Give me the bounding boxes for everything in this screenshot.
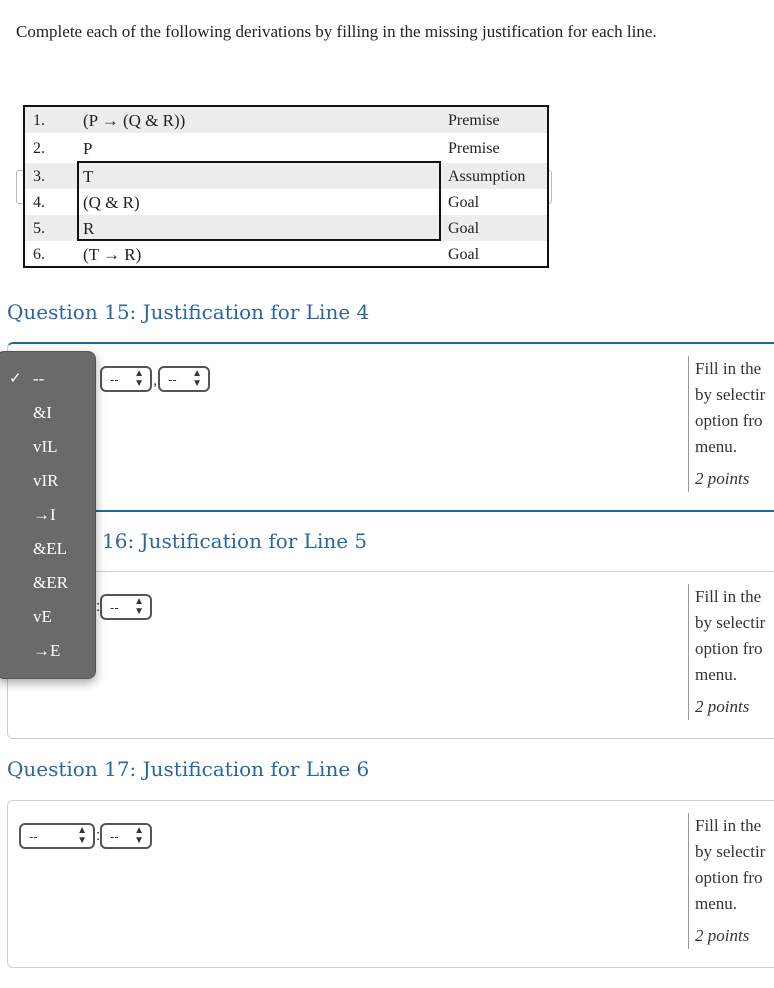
derivation-row bbox=[25, 107, 547, 133]
derivation-row bbox=[25, 163, 547, 189]
checkmark-icon: ✓ bbox=[9, 371, 22, 387]
justification: Premise bbox=[448, 140, 500, 157]
select-arrows-icon: ▲ ▼ bbox=[192, 368, 202, 389]
question-instructions: Fill in the by selectir option fro menu. 2 points bbox=[688, 813, 774, 949]
separator-colon: : bbox=[96, 598, 101, 615]
question-instructions: Fill in the by selectir option fro menu. 2 points bbox=[688, 356, 774, 492]
justification: Goal bbox=[448, 246, 480, 263]
line-number: 1. bbox=[33, 112, 45, 129]
formula: (Q & R) bbox=[83, 193, 140, 212]
justification-select-rule[interactable]: -- ▲ ▼ bbox=[100, 366, 152, 392]
question-instructions: Fill in the by selectir option fro menu. 2 points bbox=[688, 584, 774, 720]
formula: (P → (Q & R)) bbox=[83, 111, 186, 130]
select-arrows-icon: ▲ ▼ bbox=[134, 596, 144, 617]
question-17-card bbox=[7, 800, 774, 968]
formula: P bbox=[83, 139, 93, 158]
justification: Assumption bbox=[448, 168, 526, 185]
formula: R bbox=[83, 219, 95, 238]
separator-colon: : bbox=[96, 827, 101, 844]
menu-option[interactable]: vIL bbox=[33, 437, 58, 456]
derivation-row bbox=[25, 135, 547, 161]
menu-option[interactable]: ✓ -- bbox=[9, 369, 45, 388]
menu-option[interactable]: vE bbox=[33, 607, 52, 626]
justification-select-line[interactable]: -- ▲ ▼ bbox=[100, 594, 152, 620]
question-15-card bbox=[7, 342, 774, 512]
line-number: 3. bbox=[33, 168, 45, 185]
question-16-title: 16: Justification for Line 5 bbox=[102, 529, 368, 553]
menu-option[interactable]: &EL bbox=[33, 539, 67, 558]
separator-comma: , bbox=[153, 372, 158, 389]
justification-select-line[interactable]: -- ▲ ▼ bbox=[158, 366, 210, 392]
justification: Goal bbox=[448, 194, 480, 211]
rule-dropdown-menu[interactable] bbox=[0, 351, 96, 679]
justification-select-rule[interactable]: -- ▲ ▼ bbox=[19, 823, 95, 849]
question-17-title: Question 17: Justification for Line 6 bbox=[7, 757, 370, 781]
points-label: 2 points bbox=[695, 697, 750, 716]
select-arrows-icon: ▲ ▼ bbox=[134, 825, 144, 846]
question-16-card bbox=[7, 571, 774, 739]
justification: Goal bbox=[448, 220, 480, 237]
menu-option[interactable]: vIR bbox=[33, 471, 59, 490]
justification: Premise bbox=[448, 112, 500, 129]
derivation-row bbox=[25, 189, 547, 215]
line-number: 2. bbox=[33, 140, 45, 157]
instructions: Complete each of the following derivations by filling in the missing justification for each line. bbox=[16, 22, 657, 41]
line-number: 5. bbox=[33, 220, 45, 237]
menu-option[interactable]: &ER bbox=[33, 573, 68, 592]
derivation-row bbox=[25, 241, 547, 267]
menu-option[interactable]: →I bbox=[33, 505, 56, 524]
question-15-title: Question 15: Justification for Line 4 bbox=[7, 300, 370, 324]
derivation-row bbox=[25, 215, 547, 241]
derivation-table bbox=[23, 105, 549, 268]
select-arrows-icon: ▲ ▼ bbox=[134, 368, 144, 389]
select-arrows-icon: ▲ ▼ bbox=[77, 825, 87, 846]
line-number: 6. bbox=[33, 246, 45, 263]
justification-select-line[interactable]: -- ▲ ▼ bbox=[100, 823, 152, 849]
points-label: 2 points bbox=[695, 469, 750, 488]
menu-option[interactable]: →E bbox=[33, 641, 61, 660]
points-label: 2 points bbox=[695, 926, 750, 945]
line-number: 4. bbox=[33, 194, 45, 211]
formula: T bbox=[83, 167, 94, 186]
menu-option[interactable]: &I bbox=[33, 403, 52, 422]
formula: (T → R) bbox=[83, 245, 142, 264]
